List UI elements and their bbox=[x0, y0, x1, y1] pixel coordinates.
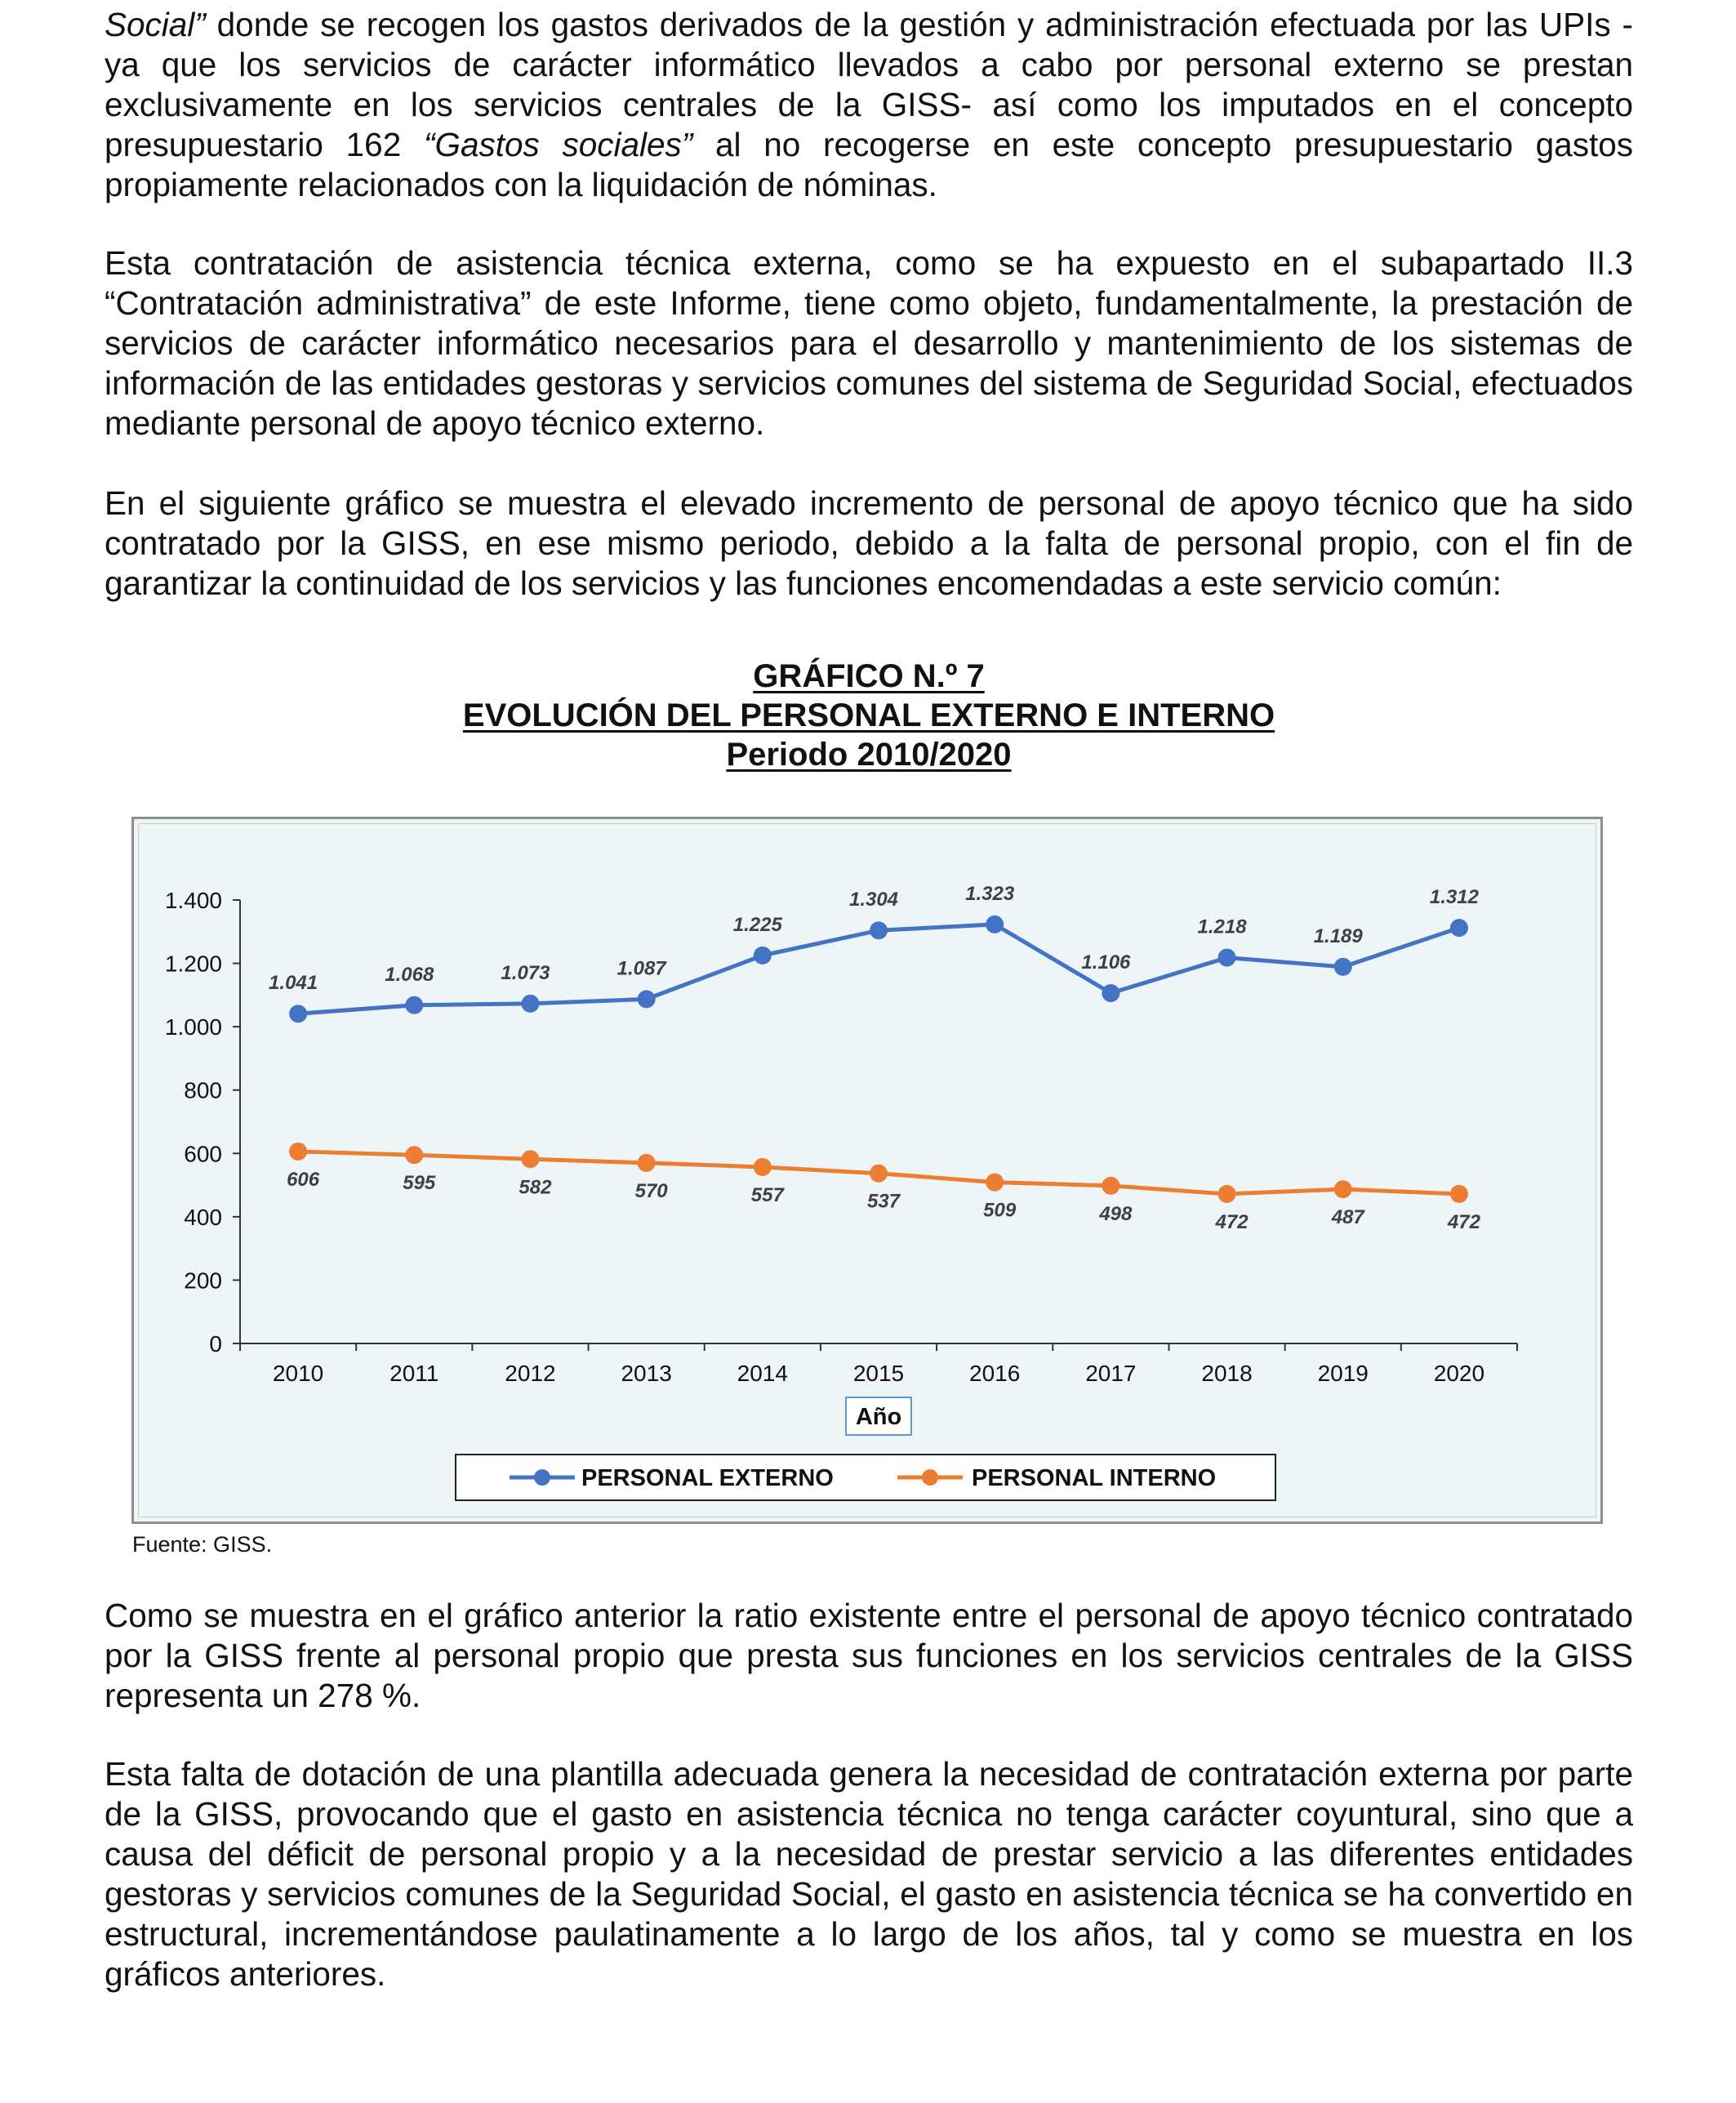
data-label: 1.304 bbox=[848, 889, 899, 911]
data-point bbox=[1450, 1185, 1468, 1203]
chart-frame bbox=[131, 817, 1603, 1524]
chart-main-title: EVOLUCIÓN DEL PERSONAL EXTERNO E INTERNO bbox=[462, 697, 1275, 733]
data-point bbox=[521, 995, 539, 1013]
data-label: 570 bbox=[634, 1179, 668, 1202]
x-tick-label: 2015 bbox=[852, 1361, 905, 1386]
data-point bbox=[986, 1174, 1004, 1192]
x-tick-label: 2014 bbox=[737, 1361, 788, 1386]
x-tick-label: 2012 bbox=[505, 1361, 556, 1386]
legend-label: PERSONAL INTERNO bbox=[972, 1465, 1217, 1491]
paragraph-1 bbox=[105, 5, 1633, 205]
y-tick-label: 400 bbox=[184, 1204, 222, 1230]
y-tick-label: 200 bbox=[184, 1268, 222, 1294]
y-tick-label: 800 bbox=[184, 1077, 222, 1103]
data-point bbox=[289, 1005, 307, 1023]
data-point bbox=[638, 1154, 656, 1172]
x-tick-label: 2018 bbox=[1201, 1361, 1253, 1386]
legend-label: PERSONAL EXTERNO bbox=[581, 1465, 834, 1491]
data-point bbox=[1218, 949, 1236, 967]
line-chart bbox=[134, 819, 1600, 1522]
data-point bbox=[405, 996, 423, 1014]
data-point bbox=[1218, 1185, 1236, 1203]
y-tick-label: 1.000 bbox=[164, 1014, 222, 1040]
data-label: 1.218 bbox=[1197, 916, 1247, 938]
data-point bbox=[1102, 1177, 1119, 1195]
data-label: 1.189 bbox=[1313, 925, 1363, 947]
data-label: 1.106 bbox=[1081, 951, 1131, 974]
italic-text: Social” bbox=[105, 6, 206, 43]
x-tick-label: 2011 bbox=[389, 1361, 439, 1386]
drop-lines bbox=[298, 908, 1459, 1343]
data-point bbox=[986, 916, 1004, 933]
data-point bbox=[289, 1143, 307, 1161]
x-tick-label: 2013 bbox=[621, 1361, 672, 1386]
italic-text: “Gastos sociales” bbox=[423, 126, 693, 163]
data-point bbox=[638, 990, 656, 1008]
y-tick-label: 0 bbox=[209, 1331, 222, 1357]
data-label: 1.073 bbox=[501, 961, 550, 984]
data-point bbox=[405, 1146, 423, 1164]
x-axis-title-box bbox=[846, 1397, 911, 1435]
paragraph-text: al no recogerse en este concepto presupuestario gastos propiamente relacionados con la liquidación de nóminas. bbox=[105, 126, 1633, 203]
paragraph-3: En el siguiente gráfico se muestra el elevado incremento de personal de apoyo técnico que ha sido contratado por la GISS, en ese mismo periodo, debido a la falta de personal propio, con el fin de garantizar la continuidad de los servicios y las funciones encomendadas a este servicio común: bbox=[105, 484, 1633, 602]
data-point bbox=[521, 1150, 539, 1168]
data-point bbox=[754, 1158, 772, 1176]
paragraph-4: Como se muestra en el gráfico anterior la ratio existente entre el personal de apoyo técnico contratado por la GISS frente al personal propio que presta sus funciones en los servicios centrales de la GISS representa un 278 %. bbox=[105, 1597, 1633, 1714]
data-label: 606 bbox=[287, 1168, 320, 1191]
x-axis-title: Año bbox=[855, 1404, 902, 1430]
data-label: 537 bbox=[866, 1190, 901, 1213]
chart-number-title: GRÁFICO N.º 7 bbox=[753, 658, 985, 694]
y-tick-label: 1.200 bbox=[164, 951, 222, 977]
data-point bbox=[870, 921, 888, 939]
data-point bbox=[754, 947, 772, 965]
data-label: 487 bbox=[1331, 1206, 1364, 1229]
data-label: 472 bbox=[1447, 1210, 1480, 1233]
x-tick-label: 2010 bbox=[272, 1361, 324, 1386]
data-label: 509 bbox=[983, 1199, 1017, 1222]
source-note: Fuente: GISS. bbox=[132, 1532, 273, 1557]
x-tick-label: 2019 bbox=[1317, 1361, 1369, 1386]
data-label: 582 bbox=[519, 1176, 552, 1199]
axes bbox=[165, 888, 1517, 1386]
paragraph-text: donde se recogen los gastos derivados de la gestión y administración efectuada por las UPIs -ya que los servicios de carácter informático llevados a cabo por personal externo se prestan exclusivamente en los servicios centrales de la GISS- así como los imputados en el concepto presupuestario 162 bbox=[105, 6, 1633, 163]
legend-marker bbox=[534, 1469, 550, 1486]
y-tick-label: 1.400 bbox=[164, 888, 222, 913]
data-label: 1.068 bbox=[385, 963, 434, 986]
data-point bbox=[870, 1165, 888, 1183]
chart-period-title: Periodo 2010/2020 bbox=[726, 737, 1012, 773]
x-tick-label: 2020 bbox=[1433, 1361, 1485, 1386]
legend-marker bbox=[922, 1469, 938, 1486]
y-tick-label: 600 bbox=[184, 1141, 222, 1167]
data-point bbox=[1102, 984, 1119, 1002]
data-label: 1.225 bbox=[732, 913, 782, 936]
data-label: 498 bbox=[1099, 1202, 1133, 1225]
data-label: 1.087 bbox=[617, 957, 666, 980]
data-label: 595 bbox=[403, 1172, 436, 1195]
data-label: 1.323 bbox=[965, 882, 1015, 905]
paragraph-2: Esta contratación de asistencia técnica externa, como se ha expuesto en el subapartado II.3 “Contratación administrativa” de este Informe, tiene como objeto, fundamentalmente, la prestación de servicios de carácter informático necesarios para el desarrollo y mantenimiento de los sistemas de información de las entidades gestoras y servicios comunes del sistema de Seguridad Social, efectuados mediante personal de apoyo técnico externo. bbox=[105, 244, 1633, 442]
paragraph-5: Esta falta de dotación de una plantilla adecuada genera la necesidad de contratación externa por parte de la GISS, provocando que el gasto en asistencia técnica no tenga carácter coyuntural, sino que a causa del déficit de personal propio y a la necesidad de prestar servicio a las diferentes entidades gestoras y servicios comunes de la Seguridad Social, el gasto en asistencia técnica se ha convertido en estructural, incrementándose paulatinamente a lo largo de los años, tal y como se muestra en los gráficos anteriores. bbox=[105, 1755, 1633, 1993]
x-tick-label: 2016 bbox=[969, 1361, 1021, 1386]
x-tick-label: 2017 bbox=[1085, 1361, 1137, 1386]
chart-title-block bbox=[105, 657, 1633, 774]
data-point bbox=[1334, 1180, 1352, 1198]
legend bbox=[456, 1455, 1275, 1500]
data-label: 557 bbox=[750, 1183, 784, 1206]
data-point bbox=[1450, 919, 1468, 937]
data-label: 1.312 bbox=[1429, 886, 1479, 909]
data-label: 1.041 bbox=[269, 972, 318, 995]
data-label: 472 bbox=[1215, 1210, 1249, 1233]
data-point bbox=[1334, 958, 1352, 976]
